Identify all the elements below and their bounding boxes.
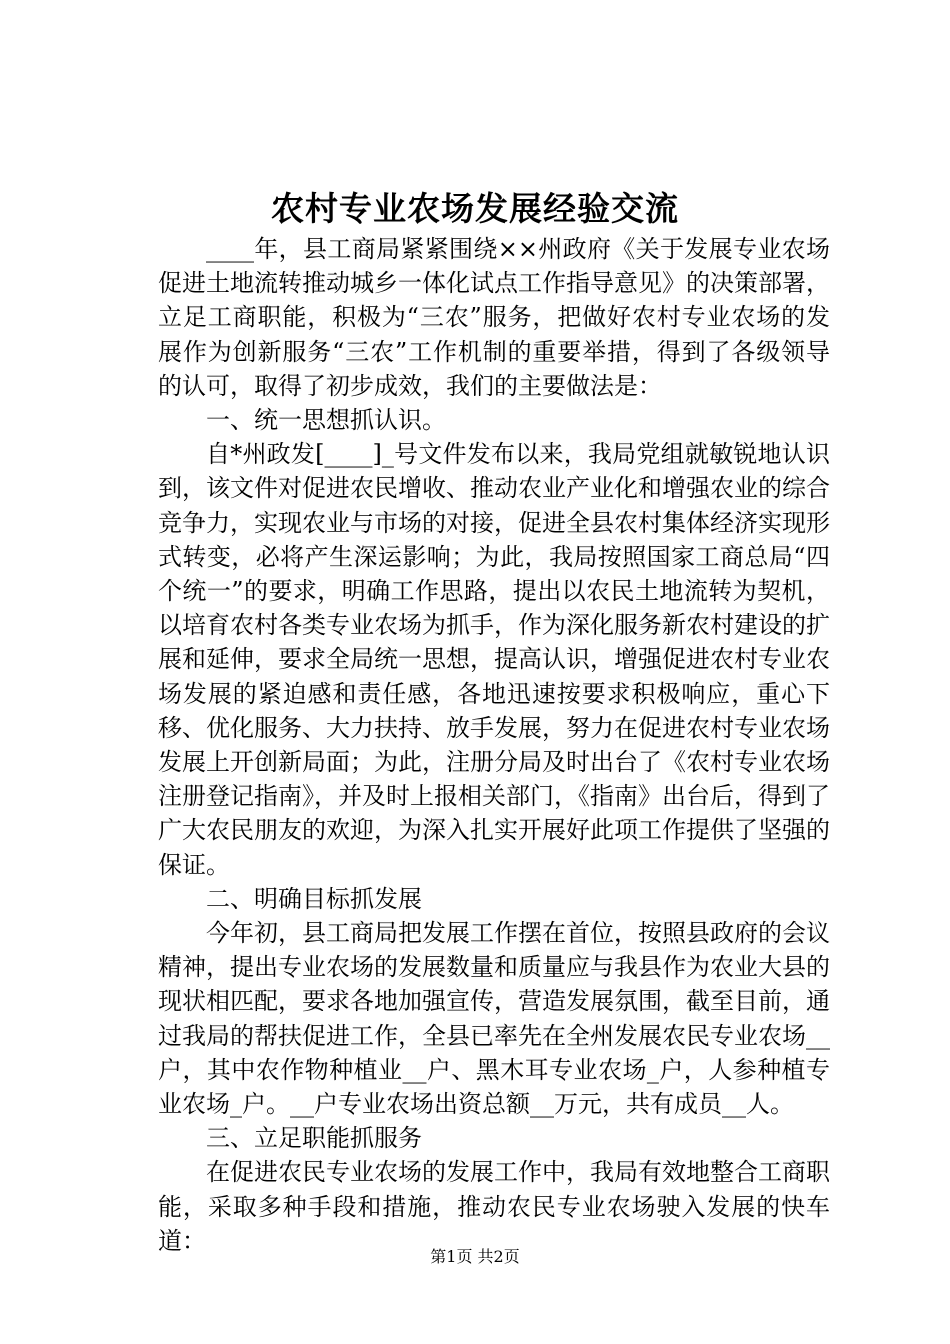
section-heading-1: 一、统一思想抓认识。 bbox=[206, 406, 446, 435]
document-body bbox=[158, 232, 830, 1258]
paragraph-section-3: 在促进农民专业农场的发展工作中，我局有效地整合工商职能，采取多种手段和措施，推动农民专业农场驶入发展的快车道： bbox=[158, 1158, 830, 1255]
paragraph-section-1: 自*州政发[____]_号文件发布以来，我局党组就敏锐地认识到，该文件对促进农民增收、推动农业产业化和增强农业的综合竞争力，实现农业与市场的对接，促进全县农村集体经济实现形式转变，必将产生深运影响；为此，我局按照国家工商总局“四个统一”的要求，明确工作思路，提出以农民土地流转为契机，以培育农村各类专业农场为抓手，作为深化服务新农村建设的扩展和延伸，要求全局统一思想，提高认识，增强促进农村专业农场发展的紧迫感和责任感，各地迅速按要求积极响应，重心下移、优化服务、大力扶持、放手发展，努力在促进农村专业农场发展上开创新局面；为此，注册分局及时出台了《农村专业农场注册登记指南》，并及时上报相关部门，《指南》出台后，得到了广大农民朋友的欢迎，为深入扎实开展好此项工作提供了坚强的保证。 bbox=[158, 440, 830, 879]
paragraph-section-2: 今年初，县工商局把发展工作摆在首位，按照县政府的会议精神，提出专业农场的发展数量和质量应与我县作为农业大县的现状相匹配，要求各地加强宣传，营造发展氛围，截至目前，通过我局的帮扶促进工作，全县已率先在全州发展农民专业农场__户，其中农作物种植业__户、黑木耳专业农场_户，人参种植专业农场_户。__户专业农场出资总额__万元，共有成员__人。 bbox=[158, 919, 830, 1119]
paragraph-intro: ____年，县工商局紧紧围绕××州政府《关于发展专业农场促进土地流转推动城乡一体化试点工作指导意见》的决策部署，立足工商职能，积极为“三农”服务，把做好农村专业农场的发展作为创新服务“三农”工作机制的重要举措，得到了各级领导的认可，取得了初步成效，我们的主要做法是： bbox=[158, 235, 830, 400]
page-number-footer: 第1页 共2页 bbox=[430, 1247, 520, 1266]
section-heading-2: 二、明确目标抓发展 bbox=[206, 884, 422, 913]
document-title: 农村专业农场发展经验交流 bbox=[271, 189, 679, 228]
section-heading-3: 三、立足职能抓服务 bbox=[206, 1124, 422, 1153]
